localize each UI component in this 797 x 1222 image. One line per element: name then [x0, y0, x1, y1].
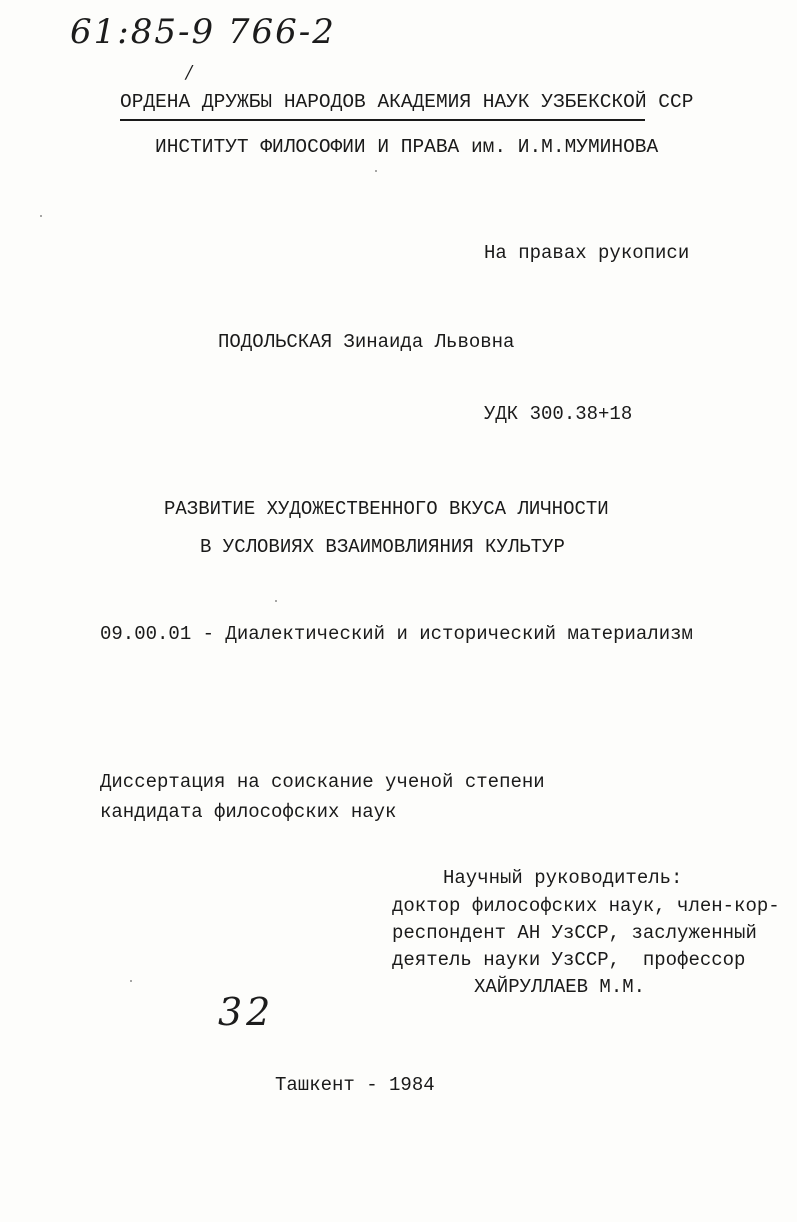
supervisor-heading: Научный руководитель: — [443, 867, 683, 889]
dissertation-title-line-1: РАЗВИТИЕ ХУДОЖЕСТВЕННОГО ВКУСА ЛИЧНОСТИ — [164, 498, 609, 520]
degree-line-2: кандидата философских наук — [100, 801, 397, 823]
place-and-year: Ташкент - 1984 — [275, 1074, 435, 1096]
handwritten-tick: / — [186, 62, 193, 83]
udc-code: УДК 300.38+18 — [484, 403, 633, 425]
supervisor-line-2: респондент АН УзССР, заслуженный — [392, 922, 757, 944]
dissertation-title-line-2: В УСЛОВИЯХ ВЗАИМОВЛИЯНИЯ КУЛЬТУР — [200, 536, 565, 558]
manuscript-note: На правах рукописи — [484, 242, 690, 264]
handwritten-margin-number: 32 — [218, 990, 275, 1034]
institute-heading: ИНСТИТУТ ФИЛОСОФИИ И ПРАВА им. И.М.МУМИНОВА — [155, 136, 659, 158]
supervisor-name: ХАЙРУЛЛАЕВ М.М. — [474, 976, 646, 998]
degree-line-1: Диссертация на соискание ученой степени — [100, 771, 545, 793]
handwritten-catalog-number: 61:85-9 766-2 — [70, 12, 336, 52]
author-name: ПОДОЛЬСКАЯ Зинаида Львовна — [218, 331, 515, 353]
scan-speck — [130, 980, 132, 982]
academy-heading: ОРДЕНА ДРУЖБЫ НАРОДОВ АКАДЕМИЯ НАУК УЗБЕКСКОЙ ССР — [120, 91, 694, 113]
scan-speck — [375, 170, 377, 172]
specialty-code: 09.00.01 - Диалектический и исторический материализм — [100, 623, 693, 645]
scan-speck — [40, 215, 42, 217]
supervisor-line-1: доктор философских наук, член-кор- — [392, 895, 780, 917]
scan-speck — [275, 600, 277, 602]
supervisor-line-3: деятель науки УзССР, профессор — [392, 949, 746, 971]
header-divider — [120, 119, 645, 121]
